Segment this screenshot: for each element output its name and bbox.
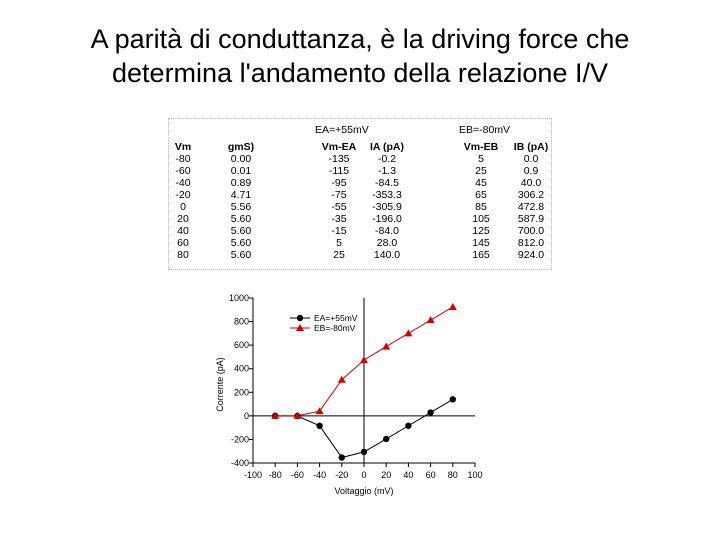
legend-label: EA=+55mV [314, 313, 358, 323]
x-tick-label: -60 [290, 470, 304, 480]
table-header-cell: Vm-EA [321, 141, 357, 153]
x-tick-label: -40 [313, 470, 327, 480]
table-cell: 0.01 [230, 165, 252, 177]
table-cell: 60 [177, 237, 189, 249]
table-cell: -60 [175, 165, 191, 177]
table-cell: -1.3 [377, 165, 397, 177]
table-cell: 924.0 [517, 249, 545, 261]
data-point-triangle [382, 343, 390, 350]
table-cell: 0.9 [523, 165, 539, 177]
table-cell: 5.60 [230, 249, 252, 261]
y-tick-label: 800 [233, 316, 249, 327]
table-header-cell: Vm-EB [463, 141, 499, 153]
table-cell: -80 [175, 153, 191, 165]
data-point-circle [297, 315, 303, 321]
table-cell: -196.0 [372, 213, 402, 225]
table-cell: 105 [472, 213, 490, 225]
x-tick-label: 20 [381, 470, 392, 480]
table-cell: 45 [475, 177, 487, 189]
title-line-2: determina l'andamento della relazione I/V [112, 58, 608, 88]
table-cell: -20 [175, 189, 191, 201]
data-point-circle [383, 436, 389, 442]
table-cell: 145 [472, 237, 490, 249]
table-cell: 587.9 [517, 213, 545, 225]
table-cell: 25 [333, 249, 345, 261]
table-cell: 812.0 [517, 237, 545, 249]
table-cell: 28.0 [376, 237, 398, 249]
x-tick-label: 0 [361, 470, 367, 480]
table-header-cell: IB (pA) [513, 141, 549, 153]
table-cell: -35 [331, 213, 347, 225]
y-tick-label: 400 [233, 363, 249, 374]
data-point-circle [450, 396, 456, 402]
data-point-triangle [316, 407, 324, 414]
table-header-cell: IA (pA) [369, 141, 405, 153]
y-axis-label: Corrente (pA) [215, 357, 225, 412]
y-tick-label: -400 [230, 458, 249, 468]
x-tick-label: 100 [467, 470, 483, 480]
group-b-label: EB=-80mV [459, 124, 511, 136]
y-tick-label: 600 [233, 340, 249, 351]
group-a-label: EA=+55mV [315, 124, 369, 136]
table-cell: 125 [472, 225, 490, 237]
table-cell: 85 [475, 201, 487, 213]
table-cell: 5.56 [230, 201, 252, 213]
table-cell: -135 [328, 153, 350, 165]
legend-label: EB=-80mV [314, 323, 356, 333]
table-cell: 0.00 [230, 153, 252, 165]
table-cell: 25 [475, 165, 487, 177]
y-tick-label: 1000 [228, 293, 249, 303]
x-axis-label: Voltaggio (mV) [334, 486, 394, 496]
table-cell: 4.71 [230, 189, 252, 201]
table-cell: -84.5 [375, 177, 399, 189]
table-cell: 40 [177, 225, 189, 237]
x-tick-label: 40 [403, 470, 414, 480]
table-cell: -353.3 [372, 189, 402, 201]
table-cell: -55 [331, 201, 347, 213]
data-point-triangle [404, 329, 412, 336]
data-point-circle [339, 454, 345, 460]
table-header-cell: gmS) [227, 141, 255, 153]
x-tick-label: -20 [335, 470, 349, 480]
data-point-circle [361, 449, 367, 455]
table-cell: -0.2 [377, 153, 397, 165]
table-cell: 20 [177, 213, 189, 225]
x-tick-label: 60 [425, 470, 436, 480]
table-cell: 165 [472, 249, 490, 261]
table-cell: -75 [331, 189, 347, 201]
y-tick-label: 0 [243, 410, 249, 421]
table-cell: -15 [331, 225, 347, 237]
table-cell: 5 [478, 153, 484, 165]
table-cell: 5.60 [230, 213, 252, 225]
table-cell: 40.0 [520, 177, 542, 189]
data-point-circle [316, 423, 322, 429]
table-cell: 80 [177, 249, 189, 261]
data-point-triangle [427, 316, 435, 323]
table-header-cell: Vm [174, 141, 192, 153]
x-tick-label: -80 [268, 470, 282, 480]
data-point-circle [427, 409, 433, 415]
x-tick-label: -100 [243, 470, 263, 480]
y-tick-label: 200 [233, 387, 249, 398]
table-cell: 0.0 [523, 153, 539, 165]
data-point-triangle [449, 303, 457, 310]
table-cell: 0 [180, 201, 186, 213]
table-cell: 5.60 [230, 237, 252, 249]
table-cell: 0.89 [230, 177, 252, 189]
table-cell: 700.0 [517, 225, 545, 237]
table-cell: -305.9 [372, 201, 402, 213]
title-line-1: A parità di conduttanza, è la driving force che [90, 24, 630, 54]
table-cell: 5.60 [230, 225, 252, 237]
table-cell: 5 [336, 237, 342, 249]
table-cell: -40 [175, 177, 191, 189]
data-point-triangle [360, 356, 368, 363]
table-cell: -95 [331, 177, 347, 189]
table-cell: 306.2 [517, 189, 545, 201]
table-cell: 472.8 [517, 201, 545, 213]
table-cell: 65 [475, 189, 487, 201]
table-cell: -84.0 [375, 225, 399, 237]
table-cell: 140.0 [373, 249, 401, 261]
x-tick-label: 80 [447, 470, 458, 480]
y-tick-label: -200 [230, 434, 249, 445]
data-point-circle [405, 423, 411, 429]
table-cell: -115 [328, 165, 350, 177]
